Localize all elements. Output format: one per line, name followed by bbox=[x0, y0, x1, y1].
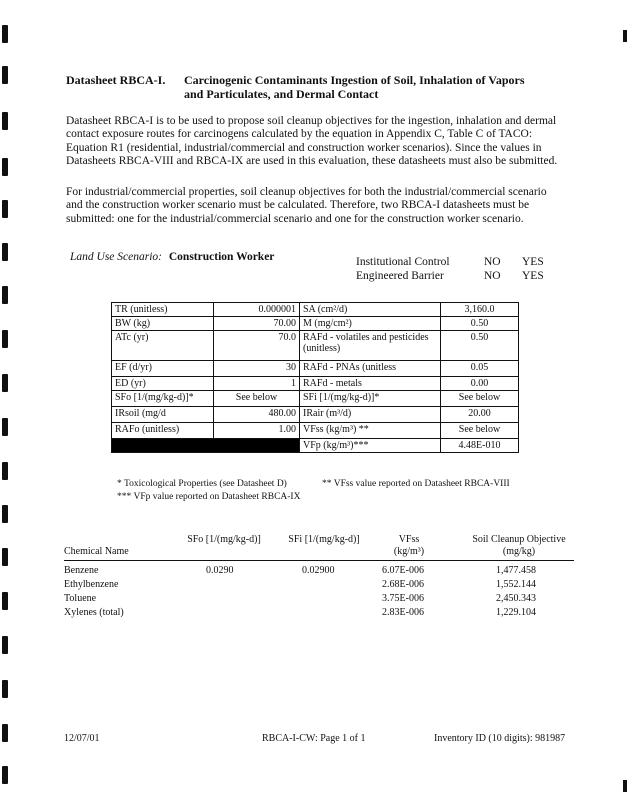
industrial-paragraph: For industrial/commercial properties, soil cleanup objectives for both the industrial/commercial scenario and the construction worker scenario must be calculated. Therefore, two RBCA-I datasheets must be submitted: one for the industrial/commercial scenario and one for the construction worker scenario. bbox=[66, 186, 547, 225]
chemical-vfss: 3.75E-006 bbox=[382, 593, 424, 604]
binder-hole bbox=[2, 158, 8, 176]
binder-hole bbox=[2, 25, 8, 43]
param-label: M (mg/cm²) bbox=[300, 317, 441, 331]
col-header-sfi: SFi [1/(mg/kg-d)] bbox=[288, 534, 360, 545]
chemical-sfo: 0.0290 bbox=[206, 565, 234, 576]
col-header-vfss: VFss (kg/m³) bbox=[393, 534, 425, 557]
chemical-name: Ethylbenzene bbox=[64, 579, 119, 590]
param-row bbox=[112, 407, 519, 423]
param-row bbox=[112, 391, 519, 407]
param-value: 70.0 bbox=[214, 331, 300, 361]
param-value: 70.00 bbox=[214, 317, 300, 331]
chemical-name: Toluene bbox=[64, 593, 97, 604]
footnote-toxicological: * Toxicological Properties (see Datasheet D) bbox=[117, 479, 287, 489]
edge-mark bbox=[623, 780, 627, 792]
control-no-option[interactable]: NO bbox=[484, 270, 501, 282]
controls-block bbox=[356, 255, 556, 283]
binder-hole bbox=[2, 636, 8, 654]
chemical-name: Benzene bbox=[64, 565, 99, 576]
param-value: 20.00 bbox=[441, 407, 519, 423]
chemical-objective: 1,552.144 bbox=[496, 579, 536, 590]
param-value: 1.00 bbox=[214, 423, 300, 439]
binder-hole bbox=[2, 374, 8, 392]
chemical-objective: 1,477.458 bbox=[496, 565, 536, 576]
param-value: 1 bbox=[214, 377, 300, 391]
datasheet-label: Datasheet RBCA-I. bbox=[66, 73, 166, 87]
binder-hole bbox=[2, 200, 8, 218]
chemical-vfss: 6.07E-006 bbox=[382, 565, 424, 576]
param-label: SFo [1/(mg/kg-d)]* bbox=[112, 391, 214, 407]
col-header-chemical: Chemical Name bbox=[64, 546, 129, 557]
param-label: IRsoil (mg/d bbox=[112, 407, 214, 423]
param-label: SFi [1/(mg/kg-d)]* bbox=[300, 391, 441, 407]
chemical-row bbox=[64, 593, 574, 607]
control-row bbox=[356, 269, 556, 283]
param-label: SA (cm²/d) bbox=[300, 303, 441, 317]
param-row bbox=[112, 361, 519, 377]
param-label: RAFd - metals bbox=[300, 377, 441, 391]
control-yes-option[interactable]: YES bbox=[522, 270, 544, 282]
binder-hole bbox=[2, 548, 8, 566]
title-line-2: and Particulates, and Dermal Contact bbox=[184, 87, 379, 101]
binder-hole bbox=[2, 286, 8, 304]
control-no-option[interactable]: NO bbox=[484, 256, 501, 268]
param-value: 3,160.0 bbox=[441, 303, 519, 317]
param-label: ATc (yr) bbox=[112, 331, 214, 361]
binder-hole bbox=[2, 462, 8, 480]
binder-hole bbox=[2, 766, 8, 784]
chemical-objective: 1,229.104 bbox=[496, 607, 536, 618]
param-label: TR (unitless) bbox=[112, 303, 214, 317]
param-value: 0.00 bbox=[441, 377, 519, 391]
param-label: IRair (m³/d) bbox=[300, 407, 441, 423]
binder-hole bbox=[2, 66, 8, 84]
binder-hole bbox=[2, 680, 8, 698]
param-row bbox=[112, 303, 519, 317]
chemical-table bbox=[64, 534, 574, 621]
chemical-row bbox=[64, 565, 574, 579]
scenario-label: Land Use Scenario: bbox=[70, 251, 162, 263]
edge-mark bbox=[623, 30, 627, 42]
param-label: VFss (kg/m³) ** bbox=[300, 423, 441, 439]
binder-hole bbox=[2, 418, 8, 436]
chemical-vfss: 2.83E-006 bbox=[382, 607, 424, 618]
footer-date: 12/07/01 bbox=[64, 733, 100, 744]
land-use-scenario bbox=[70, 251, 274, 263]
chemical-name: Xylenes (total) bbox=[64, 607, 124, 618]
binder-hole bbox=[2, 243, 8, 261]
scenario-value: Construction Worker bbox=[168, 251, 275, 263]
binder-hole bbox=[2, 724, 8, 742]
chemical-row bbox=[64, 579, 574, 593]
blacked-out-cell bbox=[112, 439, 300, 453]
param-value: 0.50 bbox=[441, 331, 519, 361]
param-value: See below bbox=[441, 423, 519, 439]
control-name: Institutional Control bbox=[356, 256, 450, 268]
param-label: RAFo (unitless) bbox=[112, 423, 214, 439]
chemical-table-header bbox=[64, 534, 574, 561]
param-value: 480.00 bbox=[214, 407, 300, 423]
binder-hole bbox=[2, 592, 8, 610]
chemical-row bbox=[64, 607, 574, 621]
param-value: 0.05 bbox=[441, 361, 519, 377]
param-label: RAFd - PNAs (unitless bbox=[300, 361, 441, 377]
control-name: Engineered Barrier bbox=[356, 270, 444, 282]
edge-marks bbox=[619, 0, 627, 800]
param-row bbox=[112, 331, 519, 361]
param-value: 0.000001 bbox=[214, 303, 300, 317]
chemical-vfss: 2.68E-006 bbox=[382, 579, 424, 590]
chemical-sfi: 0.02900 bbox=[302, 565, 335, 576]
param-value: See below bbox=[441, 391, 519, 407]
param-label: VFp (kg/m³)*** bbox=[300, 439, 441, 453]
col-header-objective: Soil Cleanup Objective (mg/kg) bbox=[472, 534, 566, 557]
param-row bbox=[112, 423, 519, 439]
footer-page: RBCA-I-CW: Page 1 of 1 bbox=[262, 733, 366, 744]
control-yes-option[interactable]: YES bbox=[522, 256, 544, 268]
title-line-1: Carcinogenic Contaminants Ingestion of Soil, Inhalation of Vapors bbox=[184, 73, 525, 87]
param-label: BW (kg) bbox=[112, 317, 214, 331]
param-value: 4.48E-010 bbox=[441, 439, 519, 453]
control-row bbox=[356, 255, 556, 269]
instructions-paragraph: Datasheet RBCA-I is to be used to propose soil cleanup objectives for the ingestion, inhalation and dermal contact exposure routes for carcinogens calculated by the equation in Appendix C, Table C of TACO: Equation R1 (residential, industrial/commercial and construction worker scenarios). Since the values in Datasheets RBCA-VIII and RBCA-IX are used in this evaluation, these datasheets must also be submitted. bbox=[66, 115, 558, 168]
footnote-vfp: *** VFp value reported on Datasheet RBCA-IX bbox=[117, 492, 301, 502]
binder-hole bbox=[2, 505, 8, 523]
binder-holes bbox=[0, 0, 14, 800]
param-value: 30 bbox=[214, 361, 300, 377]
param-value: See below bbox=[214, 391, 300, 407]
param-value: 0.50 bbox=[441, 317, 519, 331]
param-row bbox=[112, 317, 519, 331]
binder-hole bbox=[2, 112, 8, 130]
footnote-vfss: ** VFss value reported on Datasheet RBCA-VIII bbox=[322, 479, 510, 489]
param-row bbox=[112, 439, 519, 453]
param-label: EF (d/yr) bbox=[112, 361, 214, 377]
footer-inventory: Inventory ID (10 digits): 981987 bbox=[434, 733, 566, 744]
binder-hole bbox=[2, 330, 8, 348]
parameters-table bbox=[111, 302, 519, 453]
param-label: RAFd - volatiles and pesticides (unitless) bbox=[300, 331, 441, 361]
chemical-objective: 2,450.343 bbox=[496, 593, 536, 604]
param-row bbox=[112, 377, 519, 391]
param-label: ED (yr) bbox=[112, 377, 214, 391]
col-header-sfo: SFo [1/(mg/kg-d)] bbox=[187, 534, 261, 545]
